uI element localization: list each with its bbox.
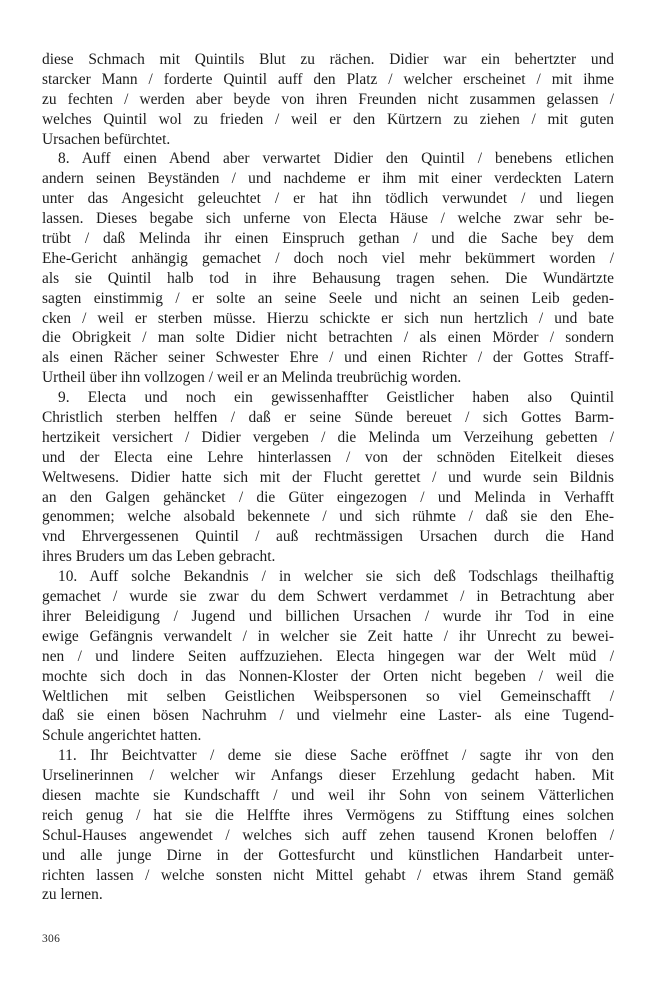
text-line: als einen Rächer seiner Schwester Ehre / und einen Richter / der Gottes Straff- — [42, 349, 614, 367]
text-line: Urtheil über ihn vollzogen / weil er an Melinda treubrüchig worden. — [42, 369, 462, 387]
text-line: ihres Bruders um das Leben gebracht. — [42, 548, 276, 566]
body-text — [42, 50, 614, 905]
text-line: vnd Ehrvergessenen Quintil / auß rechtmässigen Ursachen durch die Hand — [42, 528, 614, 546]
text-line: als sie Quintil halb tod in ihre Behausung tragen sehen. Die Wundärtzte — [42, 269, 614, 287]
text-line: sagten einstimmig / er solte an seine Seele und nicht an seinen Leib geden- — [42, 289, 614, 307]
text-line: mochte sich doch in das Nonnen-Kloster der Orten nicht begeben / weil die — [42, 667, 614, 685]
text-line: 10. Auff solche Bekandnis / in welcher sie sich deß Todschlags theilhaftig — [58, 568, 614, 586]
text-line: trübt / daß Melinda ihr einen Einspruch gethan / und die Sache bey dem — [42, 230, 614, 248]
text-line: cken / weil er sterben müsse. Hierzu schickte er sich nun hertzlich / und bate — [42, 309, 614, 327]
text-line: welches Quintil wol zu frieden / weil er den Kürtzern zu ziehen / mit guten — [42, 110, 614, 128]
text-line: und der Electa eine Lehre hinterlassen / von der schnöden Eitelkeit dieses — [42, 448, 614, 466]
text-line: Weltlichen mit selben Geistlichen Weibspersonen so viel Gemeinschafft / — [42, 687, 614, 705]
text-line: reich genug / hat sie die Helffte ihres Vermögens zu Stifftung eines solchen — [42, 806, 614, 824]
text-line: Urselinerinnen / welcher wir Anfangs dieser Erzehlung gedacht haben. Mit — [42, 767, 614, 785]
text-line: die Obrigkeit / man solte Didier nicht betrachten / als einen Mörder / sondern — [42, 329, 614, 347]
text-line: nen / und lindere Seiten auffzuziehen. Electa hingegen war der Welt müd / — [42, 647, 614, 665]
text-line: 8. Auff einen Abend aber verwartet Didier den Quintil / benebens etlichen — [58, 150, 614, 168]
text-line: ihrer Beleidigung / Jugend und billichen Ursachen / wurde ihr Tod in eine — [42, 607, 614, 625]
text-line: ewige Gefängnis verwandelt / in welcher sie Zeit hatte / ihr Unrecht zu bewei- — [42, 627, 614, 645]
text-line: 9. Electa und noch ein gewissenhaffter Geistlicher haben also Quintil — [58, 389, 614, 407]
text-line: und alle junge Dirne in der Gottesfurcht und künstlichen Handarbeit unter- — [42, 846, 614, 864]
text-line: hertzikeit versichert / Didier vergeben / die Melinda um Verzeihung gebetten / — [42, 428, 614, 446]
text-line: Ehe-Gericht anhängig gemachet / doch noch viel mehr bekümmert worden / — [42, 249, 614, 267]
text-line: Weltwesens. Didier hatte sich mit der Flucht gerettet / und wurde sein Bildnis — [42, 468, 614, 486]
text-line: Schule angerichtet hatten. — [42, 727, 202, 745]
text-line: Christlich sterben helffen / daß er seine Sünde bereuet / sich Gottes Barm- — [42, 409, 614, 427]
text-line: starcker Mann / forderte Quintil auff den Platz / welcher erscheinet / mit ihme — [42, 70, 614, 88]
text-line: Ursachen befürchtet. — [42, 130, 171, 148]
text-line: Schul-Hauses angewendet / welches sich auff zehen tausend Kronen beloffen / — [42, 826, 614, 844]
text-line: daß sie einen bösen Nachruhm / und vielmehr eine Laster- als eine Tugend- — [42, 707, 614, 725]
text-line: zu lernen. — [42, 886, 103, 904]
text-line: andern seinen Beyständen / und nachdeme er ihm mit einer verdeckten Latern — [42, 170, 614, 188]
text-line: 11. Ihr Beichtvatter / deme sie diese Sache eröffnet / sagte ihr von den — [58, 747, 614, 765]
text-line: richten lassen / welche sonsten nicht Mittel gehabt / etwas ihrem Stand gemäß — [42, 866, 614, 884]
text-line: diese Schmach mit Quintils Blut zu rächen. Didier war ein behertzter und — [42, 51, 614, 68]
text-line: genommen; welche alsobald bekennete / und sich rühmte / daß sie den Ehe- — [42, 508, 614, 526]
text-line: an den Galgen gehäncket / die Güter eingezogen / und Melinda in Verhafft — [42, 488, 614, 506]
text-line: zu fechten / werden aber beyde von ihren Freunden nicht zusammen gelassen / — [42, 90, 614, 108]
text-line: diesen machte sie Kundschafft / und weil ihr Sohn von seinem Vätterlichen — [42, 786, 614, 804]
text-line: gemachet / wurde sie zwar du dem Schwert verdammet / in Betrachtung aber — [42, 588, 614, 606]
text-line: lassen. Dieses begabe sich unferne von Electa Häuse / welche zwar sehr be- — [42, 210, 614, 228]
text-line: unter das Angesicht geleuchtet / er hat ihn tödlich verwundet / und liegen — [42, 190, 614, 208]
page-number: 306 — [42, 933, 61, 945]
